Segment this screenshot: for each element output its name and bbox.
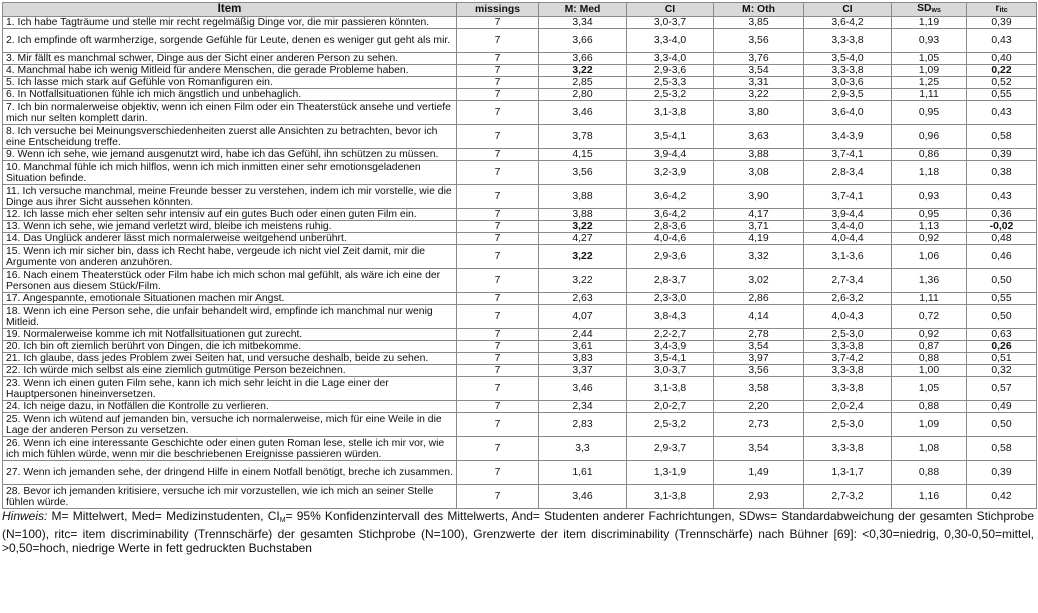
sd-cell: 1,11 [892, 293, 967, 305]
ci-med-cell: 3,1-3,8 [627, 101, 714, 125]
mean-med-cell: 2,83 [539, 413, 627, 437]
sd-cell: 0,92 [892, 329, 967, 341]
missings-cell: 7 [457, 233, 539, 245]
item-text: 21. Ich glaube, dass jedes Problem zwei Seiten hat, und versuche deshalb, beide zu sehen. [3, 353, 457, 365]
ci-med-cell: 2,8-3,7 [627, 269, 714, 293]
item-text: 27. Wenn ich jemanden sehe, der dringend Hilfe in einem Notfall benötigt, breche ich zusammen. [3, 461, 457, 485]
item-text: 9. Wenn ich sehe, wie jemand ausgenutzt wird, habe ich das Gefühl, ihn schützen zu müssen. [3, 149, 457, 161]
ci-oth-cell: 3,3-3,8 [804, 341, 892, 353]
item-text: 19. Normalerweise komme ich mit Notfallsituationen gut zurecht. [3, 329, 457, 341]
item-text: 13. Wenn ich sehe, wie jemand verletzt wird, bleibe ich meistens ruhig. [3, 221, 457, 233]
mean-oth-cell: 3,32 [714, 245, 804, 269]
mean-med-cell: 3,88 [539, 209, 627, 221]
sd-cell: 0,95 [892, 209, 967, 221]
sd-cell: 1,25 [892, 77, 967, 89]
sd-cell: 1,08 [892, 437, 967, 461]
ritc-cell: 0,48 [967, 233, 1037, 245]
mean-oth-cell: 3,88 [714, 149, 804, 161]
ci-med-cell: 3,5-4,1 [627, 353, 714, 365]
missings-cell: 7 [457, 185, 539, 209]
ci-med-cell: 2,9-3,7 [627, 437, 714, 461]
ci-med-cell: 3,6-4,2 [627, 209, 714, 221]
mean-med-cell: 4,07 [539, 305, 627, 329]
sd-cell: 0,86 [892, 149, 967, 161]
mean-med-cell: 3,66 [539, 53, 627, 65]
mean-oth-cell: 2,20 [714, 401, 804, 413]
mean-oth-cell: 3,54 [714, 437, 804, 461]
item-text: 20. Ich bin oft ziemlich berührt von Dingen, die ich mitbekomme. [3, 341, 457, 353]
ci-oth-cell: 3,7-4,1 [804, 149, 892, 161]
table-row [3, 29, 1037, 53]
sd-cell: 0,88 [892, 461, 967, 485]
ci-oth-cell: 2,9-3,5 [804, 89, 892, 101]
ci-med-cell: 1,3-1,9 [627, 461, 714, 485]
mean-oth-cell: 4,19 [714, 233, 804, 245]
ci-oth-cell: 3,5-4,0 [804, 53, 892, 65]
item-text: 3. Mir fällt es manchmal schwer, Dinge aus der Sicht einer anderen Person zu sehen. [3, 53, 457, 65]
mean-med-cell: 2,44 [539, 329, 627, 341]
ci-oth-cell: 3,4-3,9 [804, 125, 892, 149]
sd-cell: 1,19 [892, 17, 967, 29]
missings-cell: 7 [457, 101, 539, 125]
table-row [3, 65, 1037, 77]
mean-oth-cell: 3,56 [714, 29, 804, 53]
mean-med-cell: 1,61 [539, 461, 627, 485]
ritc-cell: 0,58 [967, 437, 1037, 461]
ritc-cell: 0,32 [967, 365, 1037, 377]
missings-cell: 7 [457, 245, 539, 269]
table-row [3, 53, 1037, 65]
ci-oth-cell: 3,0-3,6 [804, 77, 892, 89]
mean-med-cell: 4,27 [539, 233, 627, 245]
ritc-cell: 0,63 [967, 329, 1037, 341]
ci-oth-cell: 3,7-4,1 [804, 185, 892, 209]
header-mean-med: M: Med [539, 3, 627, 17]
ci-oth-cell: 3,3-3,8 [804, 29, 892, 53]
document [2, 2, 1036, 555]
ci-med-cell: 2,0-2,7 [627, 401, 714, 413]
table-row [3, 401, 1037, 413]
item-text: 11. Ich versuche manchmal, meine Freunde besser zu verstehen, indem ich mir vorstelle, wie die Dinge aus ihrer Sicht aussehen könnten. [3, 185, 457, 209]
table-row [3, 377, 1037, 401]
mean-oth-cell: 3,90 [714, 185, 804, 209]
mean-med-cell: 3,22 [539, 221, 627, 233]
header-sd-sub: ws [931, 7, 941, 14]
missings-cell: 7 [457, 353, 539, 365]
sd-cell: 0,95 [892, 101, 967, 125]
sd-cell: 0,93 [892, 29, 967, 53]
table-body [3, 17, 1037, 509]
ci-oth-cell: 2,6-3,2 [804, 293, 892, 305]
ci-med-cell: 4,0-4,6 [627, 233, 714, 245]
ci-oth-cell: 2,5-3,0 [804, 329, 892, 341]
sd-cell: 1,13 [892, 221, 967, 233]
ci-oth-cell: 2,0-2,4 [804, 401, 892, 413]
ci-med-cell: 3,6-4,2 [627, 185, 714, 209]
missings-cell: 7 [457, 65, 539, 77]
sd-cell: 1,06 [892, 245, 967, 269]
mean-oth-cell: 3,22 [714, 89, 804, 101]
mean-oth-cell: 3,97 [714, 353, 804, 365]
header-ritc-main: r [995, 3, 1000, 14]
ritc-cell: 0,42 [967, 485, 1037, 509]
mean-oth-cell: 3,08 [714, 161, 804, 185]
ci-med-cell: 2,2-2,7 [627, 329, 714, 341]
missings-cell: 7 [457, 437, 539, 461]
ci-med-cell: 3,1-3,8 [627, 377, 714, 401]
header-missings: missings [457, 3, 539, 17]
sd-cell: 1,05 [892, 53, 967, 65]
mean-med-cell: 3,78 [539, 125, 627, 149]
item-text: 12. Ich lasse mich eher selten sehr intensiv auf ein gutes Buch oder einen guten Film ein. [3, 209, 457, 221]
header-ritc-sub: itc [999, 7, 1008, 14]
table-note [2, 510, 1036, 555]
table-row [3, 77, 1037, 89]
mean-oth-cell: 3,80 [714, 101, 804, 125]
header-ci-oth: CI [804, 3, 892, 17]
ci-med-cell: 3,9-4,4 [627, 149, 714, 161]
missings-cell: 7 [457, 305, 539, 329]
mean-med-cell: 3,83 [539, 353, 627, 365]
table-row [3, 221, 1037, 233]
ci-med-cell: 3,3-4,0 [627, 53, 714, 65]
missings-cell: 7 [457, 377, 539, 401]
mean-oth-cell: 3,71 [714, 221, 804, 233]
sd-cell: 0,93 [892, 185, 967, 209]
mean-med-cell: 2,85 [539, 77, 627, 89]
mean-oth-cell: 3,31 [714, 77, 804, 89]
mean-med-cell: 3,46 [539, 485, 627, 509]
mean-oth-cell: 4,14 [714, 305, 804, 329]
ci-med-cell: 2,8-3,6 [627, 221, 714, 233]
ritc-cell: 0,39 [967, 461, 1037, 485]
mean-oth-cell: 3,54 [714, 65, 804, 77]
ritc-cell: 0,26 [967, 341, 1037, 353]
item-text: 15. Wenn ich mir sicher bin, dass ich Recht habe, vergeude ich nicht viel Zeit damit, mir die Argumente von anderen anzuhören. [3, 245, 457, 269]
table-row [3, 149, 1037, 161]
table-row [3, 269, 1037, 293]
ci-oth-cell: 3,4-4,0 [804, 221, 892, 233]
table-row [3, 353, 1037, 365]
header-item: Item [3, 3, 457, 17]
header-sd-main: SD [917, 3, 932, 14]
sd-cell: 0,92 [892, 233, 967, 245]
mean-med-cell: 3,3 [539, 437, 627, 461]
table-row [3, 101, 1037, 125]
ci-oth-cell: 3,6-4,0 [804, 101, 892, 125]
mean-med-cell: 2,34 [539, 401, 627, 413]
mean-oth-cell: 3,85 [714, 17, 804, 29]
missings-cell: 7 [457, 17, 539, 29]
missings-cell: 7 [457, 365, 539, 377]
table-row [3, 485, 1037, 509]
ritc-cell: 0,50 [967, 413, 1037, 437]
mean-oth-cell: 2,78 [714, 329, 804, 341]
missings-cell: 7 [457, 341, 539, 353]
mean-med-cell: 3,37 [539, 365, 627, 377]
sd-cell: 0,72 [892, 305, 967, 329]
item-text: 6. In Notfallsituationen fühle ich mich ängstlich und unbehaglich. [3, 89, 457, 101]
item-text: 10. Manchmal fühle ich mich hilflos, wenn ich mich inmitten einer sehr emotionsgeladenen Situation befinde. [3, 161, 457, 185]
missings-cell: 7 [457, 77, 539, 89]
note-lead: Hinweis: [2, 509, 48, 523]
ci-oth-cell: 2,7-3,2 [804, 485, 892, 509]
missings-cell: 7 [457, 149, 539, 161]
item-statistics-table [2, 2, 1037, 509]
mean-med-cell: 3,61 [539, 341, 627, 353]
ci-oth-cell: 4,0-4,3 [804, 305, 892, 329]
ci-oth-cell: 1,3-1,7 [804, 461, 892, 485]
table-row [3, 437, 1037, 461]
missings-cell: 7 [457, 209, 539, 221]
missings-cell: 7 [457, 269, 539, 293]
ci-oth-cell: 3,9-4,4 [804, 209, 892, 221]
sd-cell: 1,16 [892, 485, 967, 509]
ci-med-cell: 3,5-4,1 [627, 125, 714, 149]
ci-med-cell: 3,2-3,9 [627, 161, 714, 185]
note-ci-subscript: M [279, 517, 286, 524]
ritc-cell: 0,46 [967, 245, 1037, 269]
ritc-cell: 0,39 [967, 17, 1037, 29]
note-text-2: = 95% Konfidenzintervall des Mittelwerts, And= Studenten anderer Fachrichtungen, SDws= Standardabweichung der gesamten Stichprobe (N=100), ritc= item discriminability (Trennschärfe) der gesamten Stichprobe (N=100), Grenzwerte der item discriminability (Trennschärfe) nach Bühner [69]: <0,30=niedrig, 0,30-0,50=mittel, >0,50=hoch, niedrige Werte in fett gedruckten Buchstaben [2, 509, 1035, 555]
mean-med-cell: 3,22 [539, 65, 627, 77]
table-row [3, 305, 1037, 329]
mean-med-cell: 3,56 [539, 161, 627, 185]
ci-oth-cell: 3,3-3,8 [804, 377, 892, 401]
missings-cell: 7 [457, 221, 539, 233]
ritc-cell: 0,49 [967, 401, 1037, 413]
ritc-cell: 0,22 [967, 65, 1037, 77]
item-text: 23. Wenn ich einen guten Film sehe, kann ich mich sehr leicht in die Lage einer der Hauptpersonen hineinversetzen. [3, 377, 457, 401]
mean-med-cell: 3,22 [539, 245, 627, 269]
item-text: 25. Wenn ich wütend auf jemanden bin, versuche ich normalerweise, mich für eine Weile in die Lage der anderen Person zu versetzen. [3, 413, 457, 437]
missings-cell: 7 [457, 401, 539, 413]
ci-med-cell: 2,9-3,6 [627, 245, 714, 269]
missings-cell: 7 [457, 89, 539, 101]
ritc-cell: 0,40 [967, 53, 1037, 65]
ritc-cell: 0,43 [967, 29, 1037, 53]
table-row [3, 245, 1037, 269]
ci-med-cell: 3,0-3,7 [627, 17, 714, 29]
ritc-cell: 0,39 [967, 149, 1037, 161]
table-row [3, 341, 1037, 353]
ci-oth-cell: 3,1-3,6 [804, 245, 892, 269]
ci-oth-cell: 2,5-3,0 [804, 413, 892, 437]
mean-oth-cell: 3,54 [714, 341, 804, 353]
mean-oth-cell: 2,86 [714, 293, 804, 305]
mean-oth-cell: 3,56 [714, 365, 804, 377]
missings-cell: 7 [457, 29, 539, 53]
sd-cell: 0,96 [892, 125, 967, 149]
table-row [3, 293, 1037, 305]
ci-oth-cell: 3,3-3,8 [804, 437, 892, 461]
ci-oth-cell: 2,7-3,4 [804, 269, 892, 293]
ci-med-cell: 3,4-3,9 [627, 341, 714, 353]
item-text: 2. Ich empfinde oft warmherzige, sorgende Gefühle für Leute, denen es weniger gut geht als mir. [3, 29, 457, 53]
missings-cell: 7 [457, 53, 539, 65]
ritc-cell: 0,51 [967, 353, 1037, 365]
header-mean-oth: M: Oth [714, 3, 804, 17]
item-text: 16. Nach einem Theaterstück oder Film habe ich mich schon mal gefühlt, als wäre ich eine der Personen aus diesem Stück/Film. [3, 269, 457, 293]
table-row [3, 89, 1037, 101]
ritc-cell: 0,58 [967, 125, 1037, 149]
ci-oth-cell: 4,0-4,4 [804, 233, 892, 245]
mean-med-cell: 3,22 [539, 269, 627, 293]
sd-cell: 1,00 [892, 365, 967, 377]
ritc-cell: 0,57 [967, 377, 1037, 401]
ci-med-cell: 2,5-3,2 [627, 413, 714, 437]
sd-cell: 1,09 [892, 413, 967, 437]
missings-cell: 7 [457, 125, 539, 149]
header-row [3, 3, 1037, 17]
ci-oth-cell: 3,6-4,2 [804, 17, 892, 29]
mean-oth-cell: 4,17 [714, 209, 804, 221]
item-text: 5. Ich lasse mich stark auf Gefühle von Romanfiguren ein. [3, 77, 457, 89]
ritc-cell: 0,50 [967, 305, 1037, 329]
table-row [3, 161, 1037, 185]
ritc-cell: 0,43 [967, 101, 1037, 125]
table-row [3, 461, 1037, 485]
ritc-cell: 0,55 [967, 89, 1037, 101]
item-text: 18. Wenn ich eine Person sehe, die unfair behandelt wird, empfinde ich manchmal nur wenig Mitleid. [3, 305, 457, 329]
ci-med-cell: 2,5-3,3 [627, 77, 714, 89]
ci-oth-cell: 3,3-3,8 [804, 365, 892, 377]
mean-oth-cell: 3,63 [714, 125, 804, 149]
table-row [3, 209, 1037, 221]
ci-oth-cell: 2,8-3,4 [804, 161, 892, 185]
sd-cell: 0,88 [892, 401, 967, 413]
item-text: 8. Ich versuche bei Meinungsverschiedenheiten zuerst alle Ansichten zu betrachten, bevor ich eine Entscheidung treffe. [3, 125, 457, 149]
missings-cell: 7 [457, 413, 539, 437]
mean-oth-cell: 3,76 [714, 53, 804, 65]
mean-med-cell: 3,34 [539, 17, 627, 29]
sd-cell: 0,88 [892, 353, 967, 365]
mean-med-cell: 2,80 [539, 89, 627, 101]
ci-med-cell: 2,3-3,0 [627, 293, 714, 305]
header-ritc [967, 3, 1037, 17]
missings-cell: 7 [457, 161, 539, 185]
item-text: 26. Wenn ich eine interessante Geschichte oder einen guten Roman lese, stelle ich mir vor, wie ich mich fühlen würde, wenn mir die beschriebenen Ereignisse passieren würden. [3, 437, 457, 461]
mean-med-cell: 3,88 [539, 185, 627, 209]
sd-cell: 1,09 [892, 65, 967, 77]
header-ci-med: CI [627, 3, 714, 17]
sd-cell: 1,36 [892, 269, 967, 293]
table-row [3, 329, 1037, 341]
note-text-1: M= Mittelwert, Med= Medizinstudenten, CI [47, 509, 280, 523]
header-sd [892, 3, 967, 17]
missings-cell: 7 [457, 485, 539, 509]
table-row [3, 17, 1037, 29]
mean-oth-cell: 1,49 [714, 461, 804, 485]
ritc-cell: 0,43 [967, 185, 1037, 209]
ritc-cell: 0,55 [967, 293, 1037, 305]
mean-med-cell: 2,63 [539, 293, 627, 305]
mean-med-cell: 4,15 [539, 149, 627, 161]
sd-cell: 1,18 [892, 161, 967, 185]
ritc-cell: -0,02 [967, 221, 1037, 233]
table-row [3, 125, 1037, 149]
ci-med-cell: 3,1-3,8 [627, 485, 714, 509]
sd-cell: 0,87 [892, 341, 967, 353]
missings-cell: 7 [457, 293, 539, 305]
item-text: 22. Ich würde mich selbst als eine ziemlich gutmütige Person bezeichnen. [3, 365, 457, 377]
table-row [3, 413, 1037, 437]
ritc-cell: 0,38 [967, 161, 1037, 185]
item-text: 17. Angespannte, emotionale Situationen machen mir Angst. [3, 293, 457, 305]
mean-oth-cell: 3,02 [714, 269, 804, 293]
sd-cell: 1,05 [892, 377, 967, 401]
item-text: 14. Das Unglück anderer lässt mich normalerweise weitgehend unberührt. [3, 233, 457, 245]
ritc-cell: 0,52 [967, 77, 1037, 89]
ci-oth-cell: 3,3-3,8 [804, 65, 892, 77]
ci-oth-cell: 3,7-4,2 [804, 353, 892, 365]
item-text: 28. Bevor ich jemanden kritisiere, versuche ich mir vorzustellen, wie ich mich an seiner Stelle fühlen würde. [3, 485, 457, 509]
mean-med-cell: 3,66 [539, 29, 627, 53]
mean-med-cell: 3,46 [539, 377, 627, 401]
ritc-cell: 0,36 [967, 209, 1037, 221]
ci-med-cell: 3,8-4,3 [627, 305, 714, 329]
item-text: 7. Ich bin normalerweise objektiv, wenn ich einen Film oder ein Theaterstück ansehe und vertiefe mich nur selten komplett darin. [3, 101, 457, 125]
table-row [3, 365, 1037, 377]
missings-cell: 7 [457, 461, 539, 485]
mean-oth-cell: 2,93 [714, 485, 804, 509]
ci-med-cell: 2,5-3,2 [627, 89, 714, 101]
mean-med-cell: 3,46 [539, 101, 627, 125]
missings-cell: 7 [457, 329, 539, 341]
ritc-cell: 0,50 [967, 269, 1037, 293]
mean-oth-cell: 3,58 [714, 377, 804, 401]
item-text: 1. Ich habe Tagträume und stelle mir recht regelmäßig Dinge vor, die mir passieren könnten. [3, 17, 457, 29]
sd-cell: 1,11 [892, 89, 967, 101]
item-text: 4. Manchmal habe ich wenig Mitleid für andere Menschen, die gerade Probleme haben. [3, 65, 457, 77]
table-row [3, 233, 1037, 245]
table-row [3, 185, 1037, 209]
ci-med-cell: 3,0-3,7 [627, 365, 714, 377]
mean-oth-cell: 2,73 [714, 413, 804, 437]
ci-med-cell: 3,3-4,0 [627, 29, 714, 53]
ci-med-cell: 2,9-3,6 [627, 65, 714, 77]
item-text: 24. Ich neige dazu, in Notfällen die Kontrolle zu verlieren. [3, 401, 457, 413]
